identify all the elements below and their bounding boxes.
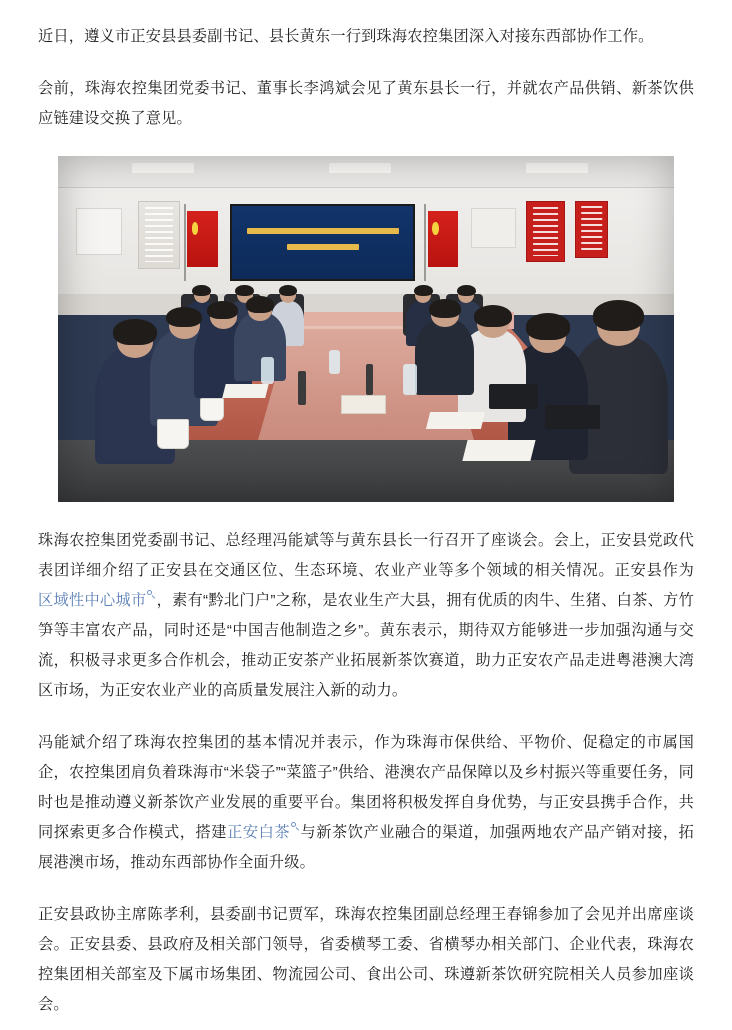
photo-person-hair (429, 299, 462, 318)
meeting-photo-container (38, 156, 694, 502)
paragraph-4 (38, 728, 694, 878)
photo-microphone (366, 364, 373, 395)
photo-person (415, 319, 474, 395)
paragraph-1: 近日，遵义市正安县县委副书记、县长黄东一行到珠海农控集团深入对接东西部协作工作。 (38, 28, 654, 45)
photo-name-plate (341, 395, 386, 414)
photo-tablet (489, 384, 538, 408)
search-icon (291, 822, 300, 831)
photo-water-bottle (261, 357, 273, 385)
photo-person-hair (207, 301, 238, 320)
paragraph-5: 正安县政协主席陈孝利，县委副书记贾军，珠海农控集团副总经理王春锦参加了会见并出席座谈会。正安县委、县政府及相关部门领导，省委横琴工委、省横琴办相关部门、企业代表，珠海农控集团相关部室及下属市场集团、物流园公司、食出公司、珠遵新茶饮研究院相关人员参加座谈会。 (38, 906, 694, 1013)
photo-wall-panel (471, 208, 516, 248)
search-icon (147, 590, 156, 599)
photo-tablet (545, 405, 600, 429)
photo-flag-pole (424, 204, 426, 280)
paragraph-2: 会前，珠海农控集团党委书记、董事长李鸿斌会见了黄东县长一行，并就农产品供销、新茶饮供应链建设交换了意见。 (38, 80, 694, 127)
photo-wall-banner (138, 201, 180, 269)
photo-wall-banner (575, 201, 608, 258)
inline-link-zhengan-white-tea[interactable] (227, 824, 300, 841)
photo-ceiling-light (132, 163, 194, 173)
photo-banner-text (145, 207, 173, 262)
photo-person (234, 312, 286, 381)
photo-person-hair (414, 285, 432, 297)
photo-tea-cup (157, 419, 190, 449)
photo-person-hair (279, 285, 297, 297)
photo-person-hair (593, 300, 645, 331)
photo-document (425, 412, 485, 429)
photo-wall-panel (76, 208, 121, 255)
photo-water-bottle (329, 350, 340, 374)
paragraph-3-text-b: ，素有“黔北门户”之称，是农业生产大县，拥有优质的肉牛、生猪、白茶、方竹笋等丰富农产品，同时还是“中国吉他制造之乡”。黄东表示，期待双方能够进一步加强沟通与交流，积极寻求更多合作机会，推动正安茶产业拓展新茶饮赛道，助力正安农产品走进粤港澳大湾区市场，为正安农业产业的高质量发展注入新的动力。 (38, 592, 694, 699)
photo-person-hair (235, 285, 253, 297)
meeting-photo (58, 156, 674, 502)
paragraph-3 (38, 526, 694, 706)
photo-ceiling-light (329, 163, 391, 173)
photo-person-hair (474, 305, 512, 327)
photo-person-hair (457, 285, 475, 297)
photo-presentation-screen (230, 204, 415, 280)
photo-person-hair (246, 296, 274, 313)
photo-document (462, 440, 535, 461)
photo-national-flag (428, 211, 459, 266)
photo-microphone (298, 371, 305, 406)
photo-water-bottle (403, 364, 417, 395)
photo-screen-subtitle-line (287, 244, 359, 250)
inline-link-label: 正安白茶 (227, 824, 291, 841)
paragraph-4-text-b: 与新茶饮产业融合的渠道，加强两地农产品产销对接，拓展港澳市场，推动东西部协作全面升级。 (38, 824, 695, 871)
inline-link-label: 区域性中心城市 (38, 592, 147, 609)
photo-screen-title-line (247, 228, 399, 234)
photo-tea-cup (200, 398, 224, 421)
photo-person-hair (166, 307, 202, 328)
photo-document (223, 384, 270, 398)
photo-person-hair (113, 319, 156, 345)
photo-person-hair (526, 313, 570, 339)
photo-person-hair (192, 285, 210, 297)
photo-ceiling-light (526, 163, 588, 173)
photo-flag-pole (184, 204, 186, 280)
paragraph-4-text-a: 冯能斌介绍了珠海农控集团的基本情况并表示，作为珠海市保供给、平物价、促稳定的市属国企，农控集团肩负着珠海市“米袋子”“菜篮子”供给、港澳农产品保障以及乡村振兴等重要任务，同时也是推动遵义新茶饮产业发展的重要平台。集团将积极发挥自身优势，与正安县携手合作，共同探索更多合作模式，搭建 (38, 734, 694, 841)
photo-banner-text (533, 207, 559, 256)
paragraph-3-text-a: 珠海农控集团党委副书记、总经理冯能斌等与黄东县长一行召开了座谈会。会上，正安县党政代表团详细介绍了正安县在交通区位、生态环境、农业产业等多个领域的相关情况。正安县作为 (38, 532, 694, 579)
photo-banner-text (581, 206, 603, 253)
photo-national-flag (187, 211, 218, 266)
photo-wall-banner (526, 201, 565, 262)
inline-link-regional-center-city[interactable] (38, 592, 156, 609)
